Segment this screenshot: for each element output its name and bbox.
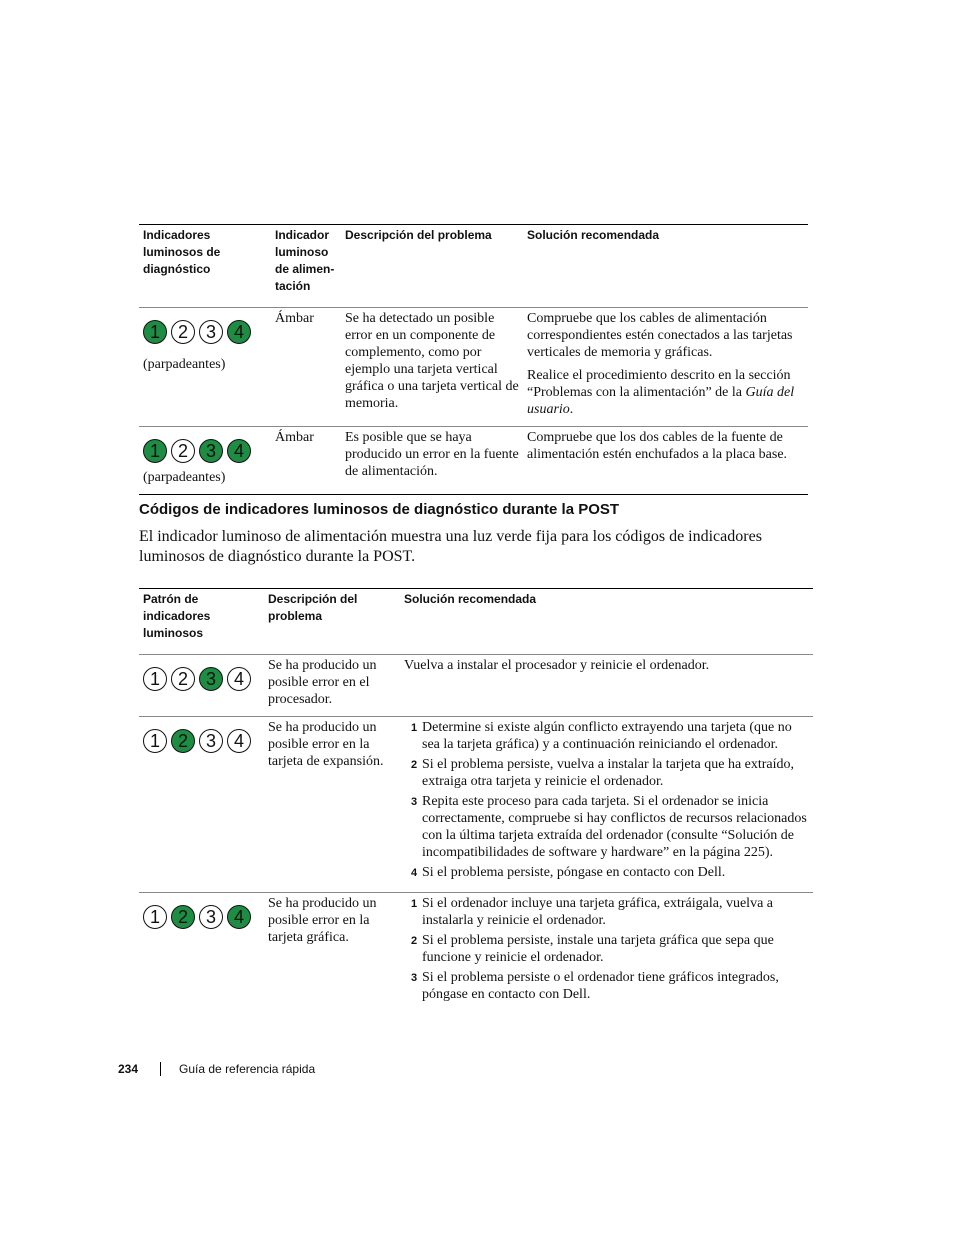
solution-steps [404, 719, 809, 881]
solution-step [404, 932, 809, 966]
post-codes-table [139, 588, 813, 1014]
led-pattern [143, 667, 260, 691]
problem-description: Se ha producido un posible error en la tarjeta gráfica. [268, 896, 377, 945]
solution-step [404, 793, 809, 861]
step-text: Si el ordenador incluye una tarjeta gráfica, extráigala, vuelva a instalarla y reinicie el ordenador. [422, 896, 773, 928]
solution-step [404, 895, 809, 929]
solution-step [404, 756, 809, 790]
page-number: 234 [118, 1062, 139, 1076]
recommended-solution [400, 717, 813, 893]
solution-steps [404, 895, 809, 1003]
solution-text: . [569, 402, 574, 417]
solution-paragraph [527, 367, 804, 418]
led-pattern [143, 905, 260, 929]
step-number: 2 [411, 759, 418, 771]
led-pattern [143, 320, 267, 344]
led-4-off-icon: 4 [227, 729, 251, 753]
solution-step [404, 719, 809, 753]
table-row [139, 308, 808, 427]
step-text: Si el problema persiste, instale una tarjeta gráfica que sepa que funcione y reinicie el ordenador. [422, 933, 774, 965]
led-1-on-icon: 1 [143, 439, 167, 463]
led-3-on-icon: 3 [199, 667, 223, 691]
step-number: 1 [411, 722, 418, 734]
recommended-solution [523, 308, 808, 427]
step-number: 3 [411, 796, 418, 808]
led-4-on-icon: 4 [227, 320, 251, 344]
table-header-row [139, 225, 808, 308]
column-header: Solución recomendada [404, 592, 537, 606]
table-row [139, 427, 808, 495]
table-row [139, 893, 813, 1015]
step-text: Si el problema persiste o el ordenador tiene gráficos integrados, póngase en contacto con Dell. [422, 970, 779, 1002]
column-header: Indicador luminoso de alimen- tación [275, 228, 335, 293]
step-text: Si el problema persiste, póngase en contacto con Dell. [422, 865, 726, 880]
led-3-off-icon: 3 [199, 905, 223, 929]
footer-title: Guía de referencia rápida [179, 1062, 316, 1076]
led-2-off-icon: 2 [171, 667, 195, 691]
led-2-off-icon: 2 [171, 439, 195, 463]
recommended-solution [400, 893, 813, 1015]
power-light-cell: Ámbar [275, 311, 314, 326]
problem-description: Se ha producido un posible error en el procesador. [268, 658, 377, 707]
section-heading: Códigos de indicadores luminosos de diagnóstico durante la POST [139, 501, 620, 518]
power-light-cell: Ámbar [275, 430, 314, 445]
led-2-on-icon: 2 [171, 905, 195, 929]
step-text: Si el problema persiste, vuelva a instalar la tarjeta que ha extraído, extraiga otra tarjeta y reinicie el ordenador. [422, 757, 795, 789]
step-number: 1 [411, 898, 418, 910]
led-pattern-cell [139, 893, 264, 1015]
solution-text: Realice el procedimiento descrito en la sección “Problemas con la alimentación” de la [527, 368, 791, 400]
recommended-solution: Vuelva a instalar el procesador y reinicie el ordenador. [404, 658, 710, 673]
table-header-row [139, 589, 813, 655]
solution-step [404, 969, 809, 1003]
problem-description: Es posible que se haya producido un error en la fuente de alimentación. [345, 430, 519, 479]
column-header: Descripción del problema [268, 592, 358, 623]
problem-description: Se ha producido un posible error en la tarjeta de expansión. [268, 720, 384, 769]
table-row [139, 655, 813, 717]
led-1-off-icon: 1 [143, 905, 167, 929]
guide-reference: Guía del usuario [527, 385, 795, 417]
led-2-off-icon: 2 [171, 320, 195, 344]
diagnostic-lights-table [139, 224, 808, 495]
led-pattern-cell [139, 717, 264, 893]
table-row [139, 717, 813, 893]
led-pattern [143, 729, 260, 753]
led-4-on-icon: 4 [227, 905, 251, 929]
led-3-off-icon: 3 [199, 320, 223, 344]
led-2-on-icon: 2 [171, 729, 195, 753]
led-note: (parpadeantes) [143, 357, 226, 372]
solution-paragraph: Compruebe que los cables de alimentación correspondientes estén conectados a las tarjetas verticales de memoria y gráficas. [527, 311, 793, 360]
footer-divider [160, 1062, 161, 1076]
problem-description: Se ha detectado un posible error en un componente de complemento, como por ejemplo una tarjeta vertical gráfica o una tarjeta vertical de memoria. [345, 311, 519, 411]
led-3-off-icon: 3 [199, 729, 223, 753]
step-text: Repita este proceso para cada tarjeta. Si el ordenador se inicia correctamente, compruebe si hay conflictos de recursos relacionados con la última tarjeta extraída del ordenador (consulte “Solución de incompatibilidades de software y hardware” en la página 225). [422, 794, 807, 860]
led-1-off-icon: 1 [143, 729, 167, 753]
column-header: Descripción del problema [345, 228, 492, 242]
led-4-off-icon: 4 [227, 667, 251, 691]
led-pattern [143, 439, 267, 463]
led-1-off-icon: 1 [143, 667, 167, 691]
step-number: 3 [411, 972, 418, 984]
led-pattern-cell [139, 427, 271, 495]
column-header: Indicadores luminosos de diagnóstico [143, 228, 221, 276]
led-3-on-icon: 3 [199, 439, 223, 463]
solution-step [404, 864, 809, 881]
led-pattern-cell [139, 655, 264, 717]
step-number: 4 [411, 867, 418, 879]
column-header: Solución recomendada [527, 228, 660, 242]
led-4-on-icon: 4 [227, 439, 251, 463]
section-intro: El indicador luminoso de alimentación muestra una luz verde fija para los códigos de indicadores luminosos de diagnóstico durante la POST. [139, 528, 762, 565]
step-text: Determine si existe algún conflicto extrayendo una tarjeta (que no sea la tarjeta gráfica) y a continuación reiniciando el ordenador. [422, 720, 792, 752]
column-header: Patrón de indicadores luminosos [143, 592, 211, 640]
recommended-solution: Compruebe que los dos cables de la fuente de alimentación estén enchufados a la placa base. [527, 430, 788, 462]
step-number: 2 [411, 935, 418, 947]
led-note: (parpadeantes) [143, 470, 226, 485]
led-pattern-cell [139, 308, 271, 427]
led-1-on-icon: 1 [143, 320, 167, 344]
page-footer [118, 1062, 315, 1076]
